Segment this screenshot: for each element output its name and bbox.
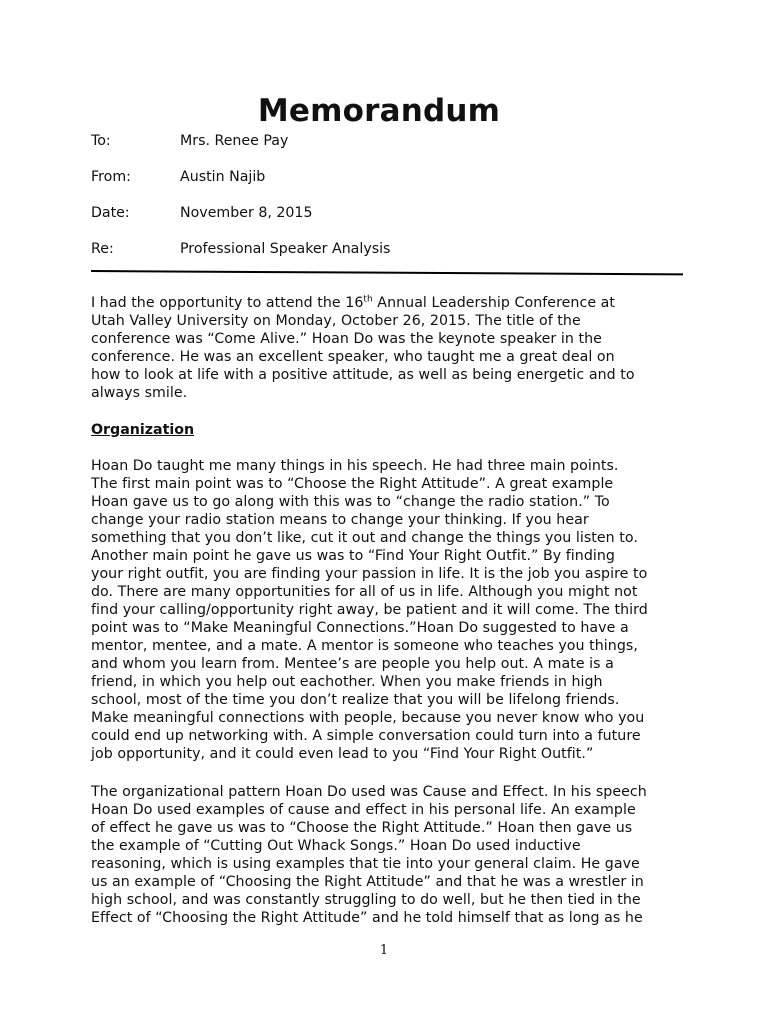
- paragraph-line: the example of “Cutting Out Whack Songs.” Hoan Do used inductive: [91, 838, 581, 854]
- paragraph-line: The first main point was to “Choose the Right Attitude”. A great example: [91, 476, 614, 492]
- memo-title: Memorandum: [257, 93, 501, 129]
- from-value: Austin Najib: [180, 169, 266, 185]
- intro-line: always smile.: [91, 385, 188, 401]
- re-value: Professional Speaker Analysis: [180, 241, 391, 257]
- paragraph-line: The organizational pattern Hoan Do used was Cause and Effect. In his speech: [91, 784, 647, 800]
- intro-line-1-pre: I had the opportunity to attend the 16: [91, 295, 364, 311]
- paragraph-line: high school, and was constantly struggling to do well, but he then tied in the: [91, 892, 641, 908]
- paragraph-line: Effect of “Choosing the Right Attitude” and he told himself that as long as he: [91, 910, 643, 926]
- paragraph-line: could end up networking with. A simple conversation could turn into a future: [91, 728, 641, 744]
- from-label: From:: [91, 169, 131, 185]
- intro-line: conference. He was an excellent speaker, who taught me a great deal on: [91, 349, 615, 365]
- paragraph-line: us an example of “Choosing the Right Attitude” and that he was a wrestler in: [91, 874, 644, 890]
- intro-line: how to look at life with a positive attitude, as well as being energetic and to: [91, 367, 635, 383]
- header-divider: [91, 270, 683, 275]
- paragraph-line: your right outfit, you are finding your passion in life. It is the job you aspire to: [91, 566, 648, 582]
- paragraph-line: point was to “Make Meaningful Connections.”Hoan Do suggested to have a: [91, 620, 629, 636]
- intro-ordinal-suffix: th: [363, 294, 373, 305]
- paragraph-line: of effect he gave us was to “Choose the Right Attitude.” Hoan then gave us: [91, 820, 633, 836]
- intro-line-1: [91, 294, 691, 312]
- date-label: Date:: [91, 205, 130, 221]
- re-label: Re:: [91, 241, 114, 257]
- paragraph-line: Another main point he gave us was to “Find Your Right Outfit.” By finding: [91, 548, 615, 564]
- paragraph-line: reasoning, which is using examples that tie into your general claim. He gave: [91, 856, 640, 872]
- intro-line-1-post: Annual Leadership Conference at: [372, 295, 616, 311]
- paragraph-line: find your calling/opportunity right away, be patient and it will come. The third: [91, 602, 648, 618]
- paragraph-line: Hoan gave us to go along with this was to “change the radio station.” To: [91, 494, 610, 510]
- paragraph-line: Hoan Do taught me many things in his speech. He had three main points.: [91, 458, 619, 474]
- paragraph-line: something that you don’t like, cut it out and change the things you listen to.: [91, 530, 638, 546]
- to-label: To:: [91, 133, 111, 149]
- intro-line: Utah Valley University on Monday, October 26, 2015. The title of the: [91, 313, 581, 329]
- page-number: 1: [379, 943, 389, 958]
- paragraph-line: job opportunity, and it could even lead to you “Find Your Right Outfit.”: [91, 746, 594, 762]
- to-value: Mrs. Renee Pay: [180, 133, 289, 149]
- paragraph-line: Make meaningful connections with people, because you never know who you: [91, 710, 645, 726]
- paragraph-line: Hoan Do used examples of cause and effect in his personal life. An example: [91, 802, 636, 818]
- paragraph-line: and whom you learn from. Mentee’s are people you help out. A mate is a: [91, 656, 614, 672]
- section-heading-organization: Organization: [91, 422, 195, 438]
- date-value: November 8, 2015: [180, 205, 313, 221]
- paragraph-line: change your radio station means to change your thinking. If you hear: [91, 512, 589, 528]
- paragraph-line: mentor, mentee, and a mate. A mentor is someone who teaches you things,: [91, 638, 638, 654]
- paragraph-line: friend, in which you help out eachother. When you make friends in high: [91, 674, 603, 690]
- paragraph-line: school, most of the time you don’t realize that you will be lifelong friends.: [91, 692, 620, 708]
- organization-paragraph-2: [91, 783, 691, 927]
- paragraph-line: do. There are many opportunities for all of us in life. Although you might not: [91, 584, 638, 600]
- organization-paragraph-1: [91, 457, 691, 763]
- intro-line: conference was “Come Alive.” Hoan Do was the keynote speaker in the: [91, 331, 602, 347]
- intro-paragraph: [91, 294, 691, 402]
